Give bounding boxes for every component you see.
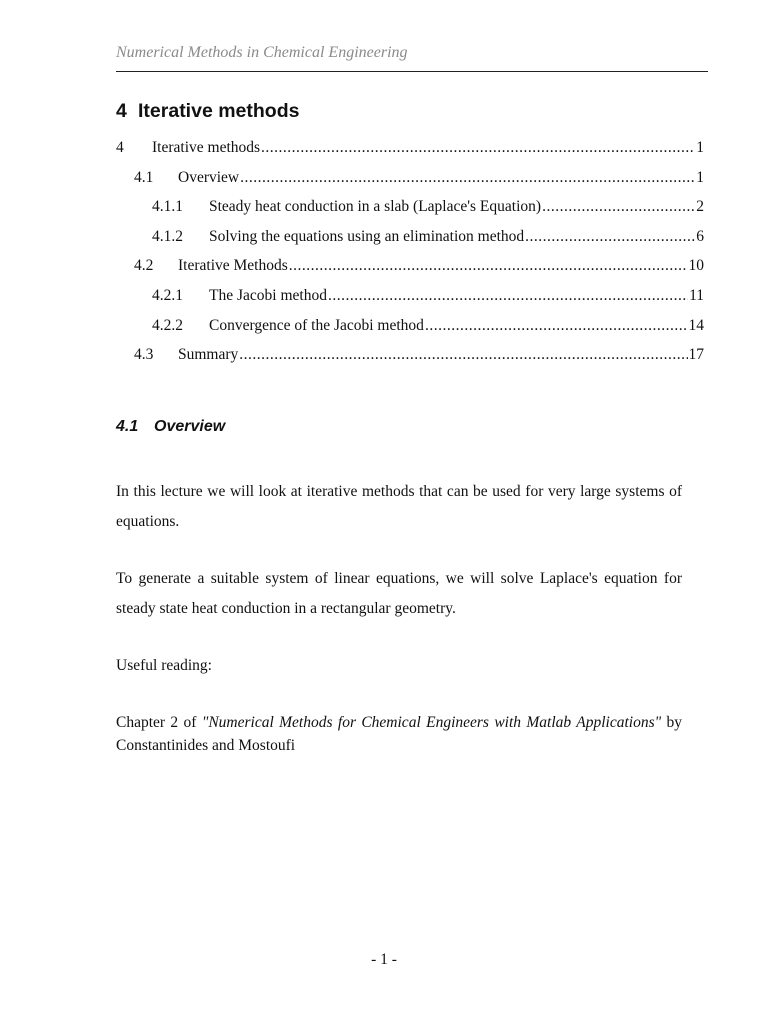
page-number: - 1 - (371, 951, 397, 968)
reference-prefix: Chapter 2 of (116, 714, 202, 731)
toc-entry-title: The Jacobi method (209, 286, 327, 304)
book-title: "Numerical Methods for Chemical Engineers with Matlab Applications" (201, 714, 662, 731)
toc-entry[interactable] (116, 228, 704, 258)
toc-entry[interactable] (116, 198, 704, 228)
toc-dot-leader (289, 257, 688, 275)
header-rule (116, 71, 708, 72)
toc-entry-page: 1 (696, 139, 704, 156)
toc-entry-page: 11 (689, 286, 704, 304)
section-title: Overview (154, 418, 226, 435)
toc-entry[interactable] (116, 169, 704, 199)
toc-entry-number: 4.1.2 (152, 227, 183, 245)
toc-entry-title: Convergence of the Jacobi method (209, 316, 424, 334)
toc-dot-leader (261, 139, 695, 157)
running-header: Numerical Methods in Chemical Engineering (116, 44, 408, 61)
toc-entry[interactable] (116, 346, 704, 376)
toc-dot-leader (328, 287, 688, 305)
toc-entry[interactable] (116, 139, 704, 169)
reference-paragraph (116, 711, 682, 757)
toc-entry-number: 4.2 (134, 257, 154, 275)
toc-dot-leader (525, 228, 695, 246)
chapter-title (116, 100, 299, 123)
toc-entry-page: 1 (696, 168, 704, 186)
toc-entry[interactable] (116, 287, 704, 317)
toc-entry-number: 4.1.1 (152, 198, 183, 216)
table-of-contents (116, 139, 704, 376)
body-paragraph: In this lecture we will look at iterative methods that can be used for very large systems of equations. (116, 483, 682, 530)
toc-entry-number: 4.3 (134, 346, 154, 364)
toc-entry-page: 17 (688, 346, 704, 364)
chapter-title-text: Iterative methods (138, 100, 300, 122)
toc-entry-page: 6 (696, 227, 704, 245)
toc-dot-leader (542, 198, 695, 216)
toc-entry-title: Overview (178, 168, 240, 186)
body-paragraph: To generate a suitable system of linear equations, we will solve Laplace's equation for steady state heat conduction in a rectangular geometry. (116, 570, 682, 617)
toc-entry-page: 14 (688, 316, 704, 334)
toc-dot-leader (240, 169, 695, 187)
toc-entry-title: Iterative methods (152, 139, 261, 156)
toc-entry-title: Steady heat conduction in a slab (Laplace's Equation) (209, 198, 542, 216)
toc-entry-title: Solving the equations using an elimination method (209, 227, 525, 245)
toc-entry-number: 4.2.1 (152, 286, 183, 304)
toc-entry-number: 4.1 (134, 168, 154, 186)
toc-entry-page: 2 (696, 198, 704, 216)
toc-entry-number: 4.2.2 (152, 316, 183, 334)
section-number: 4.1 (116, 418, 139, 435)
section-heading (116, 418, 225, 436)
toc-entry-number: 4 (116, 139, 124, 156)
toc-entry-title: Summary (178, 346, 239, 364)
toc-dot-leader (425, 317, 688, 335)
toc-entry[interactable] (116, 317, 704, 347)
toc-entry-page: 10 (688, 257, 704, 275)
toc-entry-title: Iterative Methods (178, 257, 288, 275)
body-paragraph: Useful reading: (116, 657, 212, 674)
reference-authors: by Constantinides and Mostoufi (116, 714, 682, 754)
toc-entry[interactable] (116, 257, 704, 287)
chapter-number: 4 (116, 100, 127, 122)
toc-dot-leader (239, 346, 687, 364)
